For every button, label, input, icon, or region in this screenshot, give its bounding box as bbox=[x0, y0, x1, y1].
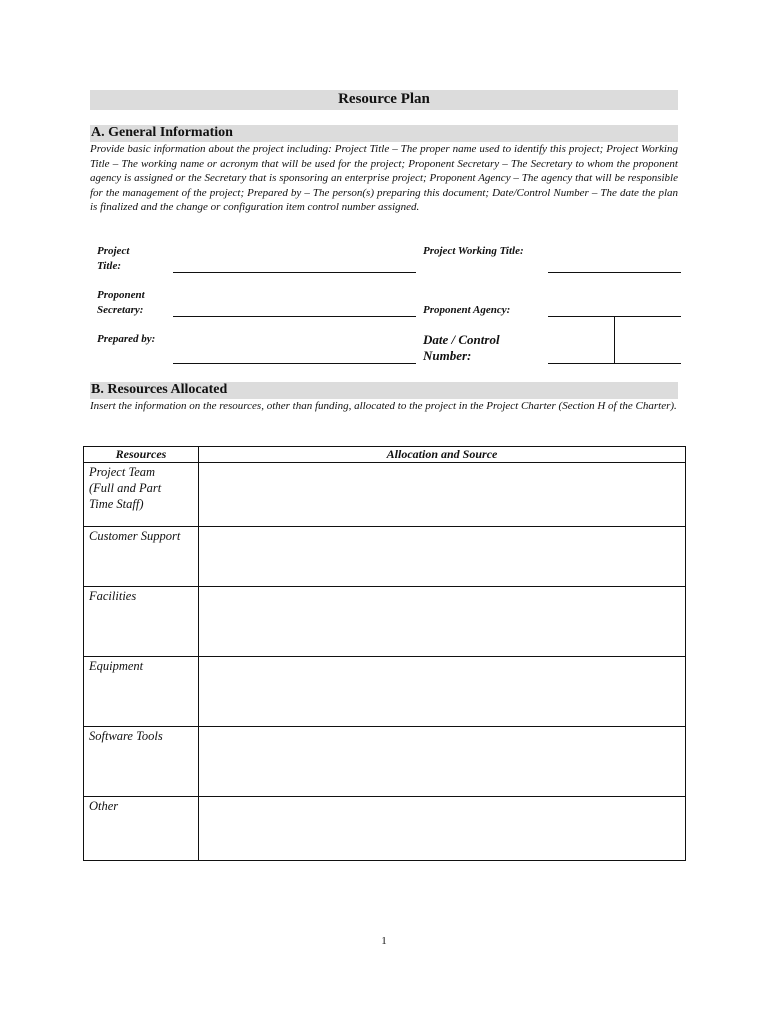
resource-cell: Equipment bbox=[84, 657, 199, 727]
table-row bbox=[84, 463, 686, 527]
date-control-label-line1: Date / Control bbox=[423, 332, 500, 347]
prepared-by-field[interactable] bbox=[173, 363, 416, 364]
proponent-agency-label: Proponent Agency: bbox=[423, 304, 511, 316]
allocation-cell[interactable] bbox=[199, 587, 686, 657]
allocation-cell[interactable] bbox=[199, 527, 686, 587]
project-title-label-line2: Title: bbox=[97, 260, 122, 272]
table-row bbox=[84, 657, 686, 727]
proponent-secretary-label bbox=[97, 288, 145, 318]
section-a-description: Provide basic information about the project including: Project Title – The proper name used to identify this project; Project Working Title – The working name or acronym that will be used for the project; Proponent Secretary – The Secretary to whom the proponent agency is assigned or the Secretary that is sponsoring an enterprise project; Proponent Agency – The agency that will be responsible for the management of the project; Prepared by – The person(s) preparing this document; Date/Control Number – The date the plan is finalized and the change or configuration item control number assigned. bbox=[90, 143, 678, 213]
allocation-cell[interactable] bbox=[199, 657, 686, 727]
project-working-title-field[interactable] bbox=[548, 272, 681, 273]
prepared-by-label: Prepared by: bbox=[97, 333, 156, 345]
table-row bbox=[84, 797, 686, 861]
proponent-secretary-label-line2: Secretary: bbox=[97, 304, 144, 316]
project-working-title-label: Project Working Title: bbox=[423, 245, 524, 257]
section-a-heading: A. General Information bbox=[91, 125, 233, 140]
project-title-label bbox=[97, 244, 129, 274]
header-resources: Resources bbox=[84, 447, 199, 463]
date-control-divider bbox=[614, 317, 615, 363]
header-allocation-source: Allocation and Source bbox=[199, 447, 686, 463]
table-row bbox=[84, 587, 686, 657]
allocation-cell[interactable] bbox=[199, 727, 686, 797]
section-b-heading: B. Resources Allocated bbox=[91, 382, 228, 397]
allocation-cell[interactable] bbox=[199, 463, 686, 527]
project-title-field[interactable] bbox=[173, 272, 416, 273]
table-row bbox=[84, 527, 686, 587]
resource-cell: Other bbox=[84, 797, 199, 861]
resource-cell: Customer Support bbox=[84, 527, 199, 587]
page-title: Resource Plan bbox=[338, 91, 430, 107]
table-row bbox=[84, 727, 686, 797]
resource-label: Project Team (Full and Part Time Staff) bbox=[89, 465, 162, 511]
resources-table bbox=[83, 446, 686, 861]
resource-cell: Software Tools bbox=[84, 727, 199, 797]
proponent-secretary-field[interactable] bbox=[173, 316, 416, 317]
date-control-label-line2: Number: bbox=[423, 348, 472, 363]
table-header-row bbox=[84, 447, 686, 463]
proponent-secretary-label-line1: Proponent bbox=[97, 289, 145, 301]
section-b-description: Insert the information on the resources, other than funding, allocated to the project in the Project Charter (Section H of the Charter). bbox=[90, 400, 677, 412]
page-number: 1 bbox=[381, 935, 387, 947]
resource-cell bbox=[84, 463, 199, 527]
project-title-label-line1: Project bbox=[97, 245, 130, 257]
date-control-field[interactable] bbox=[548, 363, 681, 364]
resource-cell: Facilities bbox=[84, 587, 199, 657]
allocation-cell[interactable] bbox=[199, 797, 686, 861]
date-control-label bbox=[423, 332, 500, 364]
